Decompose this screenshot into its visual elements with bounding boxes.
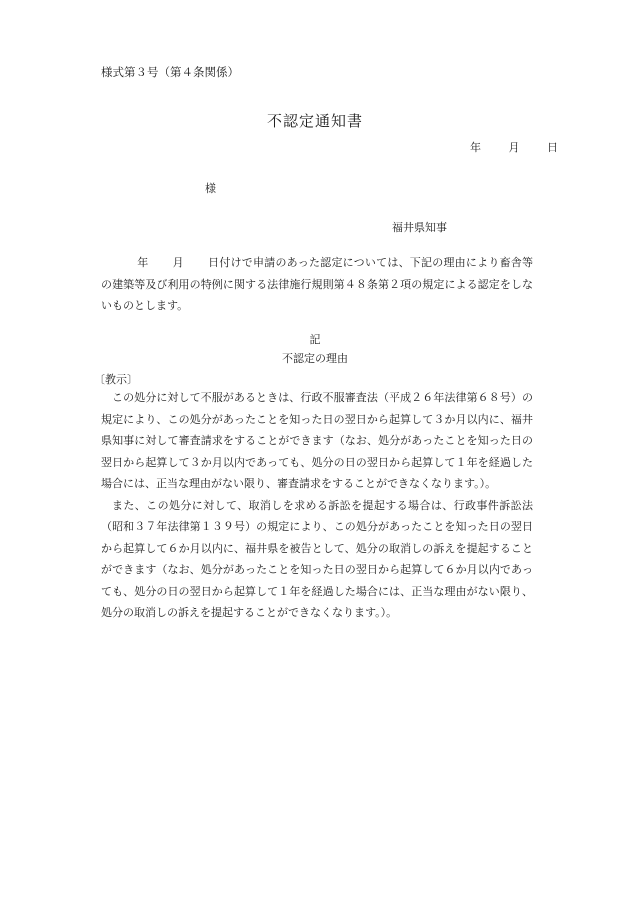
instruction-paragraph-1: この処分に対して不服があるときは、行政不服審査法（平成２６年法律第６８号）の規定により、この処分があったことを知った日の翌日から起算して３か月以内に、福井県知事に対して審査請求をすることができます（なお、処分があったことを知った日の翌日から起算して３か月以内であっても、処分の日の翌日から起算して１年を経過した場合には、正当な理由がない限り、審査請求をすることができなくなります。）。 <box>101 391 533 490</box>
document-title: 不認定通知書 <box>266 112 363 130</box>
notice-text: 日付けで申請のあった認定については、下記の理由により畜舎等の建築等及び利用の特例に関する法律施行規則第４８条第２項の規定による認定をしないものとします。 <box>101 256 534 312</box>
date-day: 日 <box>547 141 558 154</box>
notice-paragraph <box>101 252 533 317</box>
notice-month: 月 <box>172 256 184 269</box>
instruction-paragraph-2: また、この処分に対して、取消しを求める訴訟を提起する場合は、行政事件訴訟法（昭和３７年法律第１３９号）の規定により、この処分があったことを知った日の翌日から起算して６か月以内に、福井県を被告として、処分の取消しの訴えを提起することができます（なお、処分があったことを知った日の翌日から起算して６か月以内であっても、処分の日の翌日から起算して１年を経過した場合には、正当な理由がない限り、処分の取消しの訴えを提起することができなくなります。）。 <box>101 498 533 619</box>
instruction-body <box>101 387 533 624</box>
date-month: 月 <box>508 141 520 154</box>
notice-year: 年 <box>137 256 149 269</box>
issuer-name: 福井県知事 <box>392 221 447 234</box>
instruction-heading: 〔教示〕 <box>94 373 138 386</box>
date-year: 年 <box>470 141 481 154</box>
reason-heading: 不認定の理由 <box>282 352 348 365</box>
form-number: 様式第３号（第４条関係） <box>101 65 239 79</box>
ki-heading: 記 <box>309 333 321 346</box>
date-line <box>470 139 558 155</box>
addressee-suffix: 様 <box>205 182 216 195</box>
